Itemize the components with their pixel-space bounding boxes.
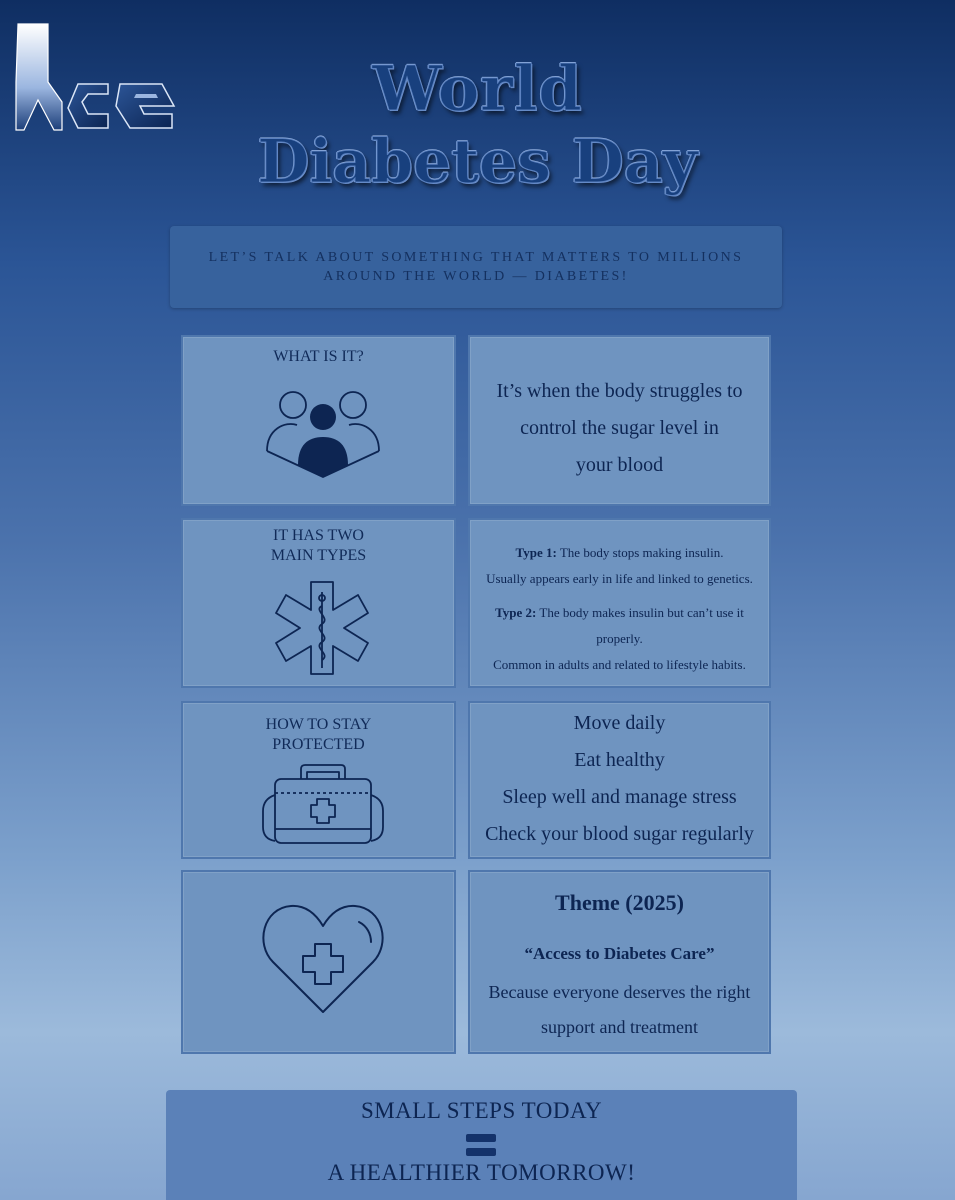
- type2-detail: Common in adults and related to lifestyle habits.: [493, 657, 746, 672]
- what-line-2: control the sugar level in: [520, 417, 719, 439]
- what-line-1: It’s when the body struggles to: [496, 380, 743, 402]
- heart-card: [181, 870, 456, 1054]
- page-title-line2: Diabetes Day: [257, 127, 698, 197]
- footer-line1: SMALL STEPS TODAY: [360, 1098, 603, 1123]
- type1-detail: Usually appears early in life and linked to genetics.: [486, 571, 753, 586]
- footer-line2: A HEALTHIER TOMORROW!: [327, 1160, 636, 1185]
- protect-title-line1: HOW TO STAY: [265, 716, 372, 733]
- protection-tips-card: [468, 701, 771, 859]
- what-is-it-card: [181, 335, 456, 506]
- tip-item: Sleep well and manage stress: [502, 786, 737, 808]
- theme-quote: “Access to Diabetes Care”: [524, 944, 715, 963]
- equals-icon: [466, 1134, 496, 1156]
- page-title-line1: World: [372, 52, 583, 125]
- people-group-icon: [263, 385, 383, 480]
- types-title-line2: MAIN TYPES: [270, 547, 367, 564]
- protect-title-line2: PROTECTED: [272, 736, 365, 753]
- type2-text-cont: properly.: [596, 631, 643, 646]
- footer-banner: [166, 1090, 797, 1200]
- type1-text: The body stops making insulin.: [559, 545, 724, 560]
- type1-line: [476, 540, 763, 566]
- theme-heading: Theme (2025): [555, 890, 684, 915]
- first-aid-kit-icon: [261, 763, 385, 847]
- theme-body-line1: Because everyone deserves the right: [488, 982, 751, 1002]
- types-title-line1: IT HAS TWO: [273, 527, 364, 544]
- tip-item: Eat healthy: [574, 749, 665, 771]
- theme-card: [468, 870, 771, 1054]
- type1-label: Type 1:: [515, 545, 557, 560]
- protection-card: [181, 701, 456, 859]
- heart-medical-icon: [259, 902, 387, 1016]
- what-line-3: your blood: [575, 454, 664, 476]
- tip-item: Move daily: [573, 712, 666, 734]
- what-is-it-title: WHAT IS IT?: [273, 348, 364, 365]
- type2-text: The body makes insulin but can’t use it: [539, 605, 744, 620]
- tip-item: Check your blood sugar regularly: [485, 823, 754, 845]
- star-of-life-icon: [275, 580, 369, 676]
- what-is-it-description-card: [468, 335, 771, 506]
- intro-banner-text: LET’S TALK ABOUT SOMETHING THAT MATTERS TO MILLIONS AROUND THE WORLD — DIABETES!: [208, 250, 744, 284]
- types-card: [181, 518, 456, 688]
- intro-banner: [170, 226, 782, 308]
- type2-label: Type 2:: [495, 605, 537, 620]
- type2-line: [476, 600, 763, 626]
- types-description-card: [468, 518, 771, 688]
- theme-body-line2: support and treatment: [541, 1017, 698, 1037]
